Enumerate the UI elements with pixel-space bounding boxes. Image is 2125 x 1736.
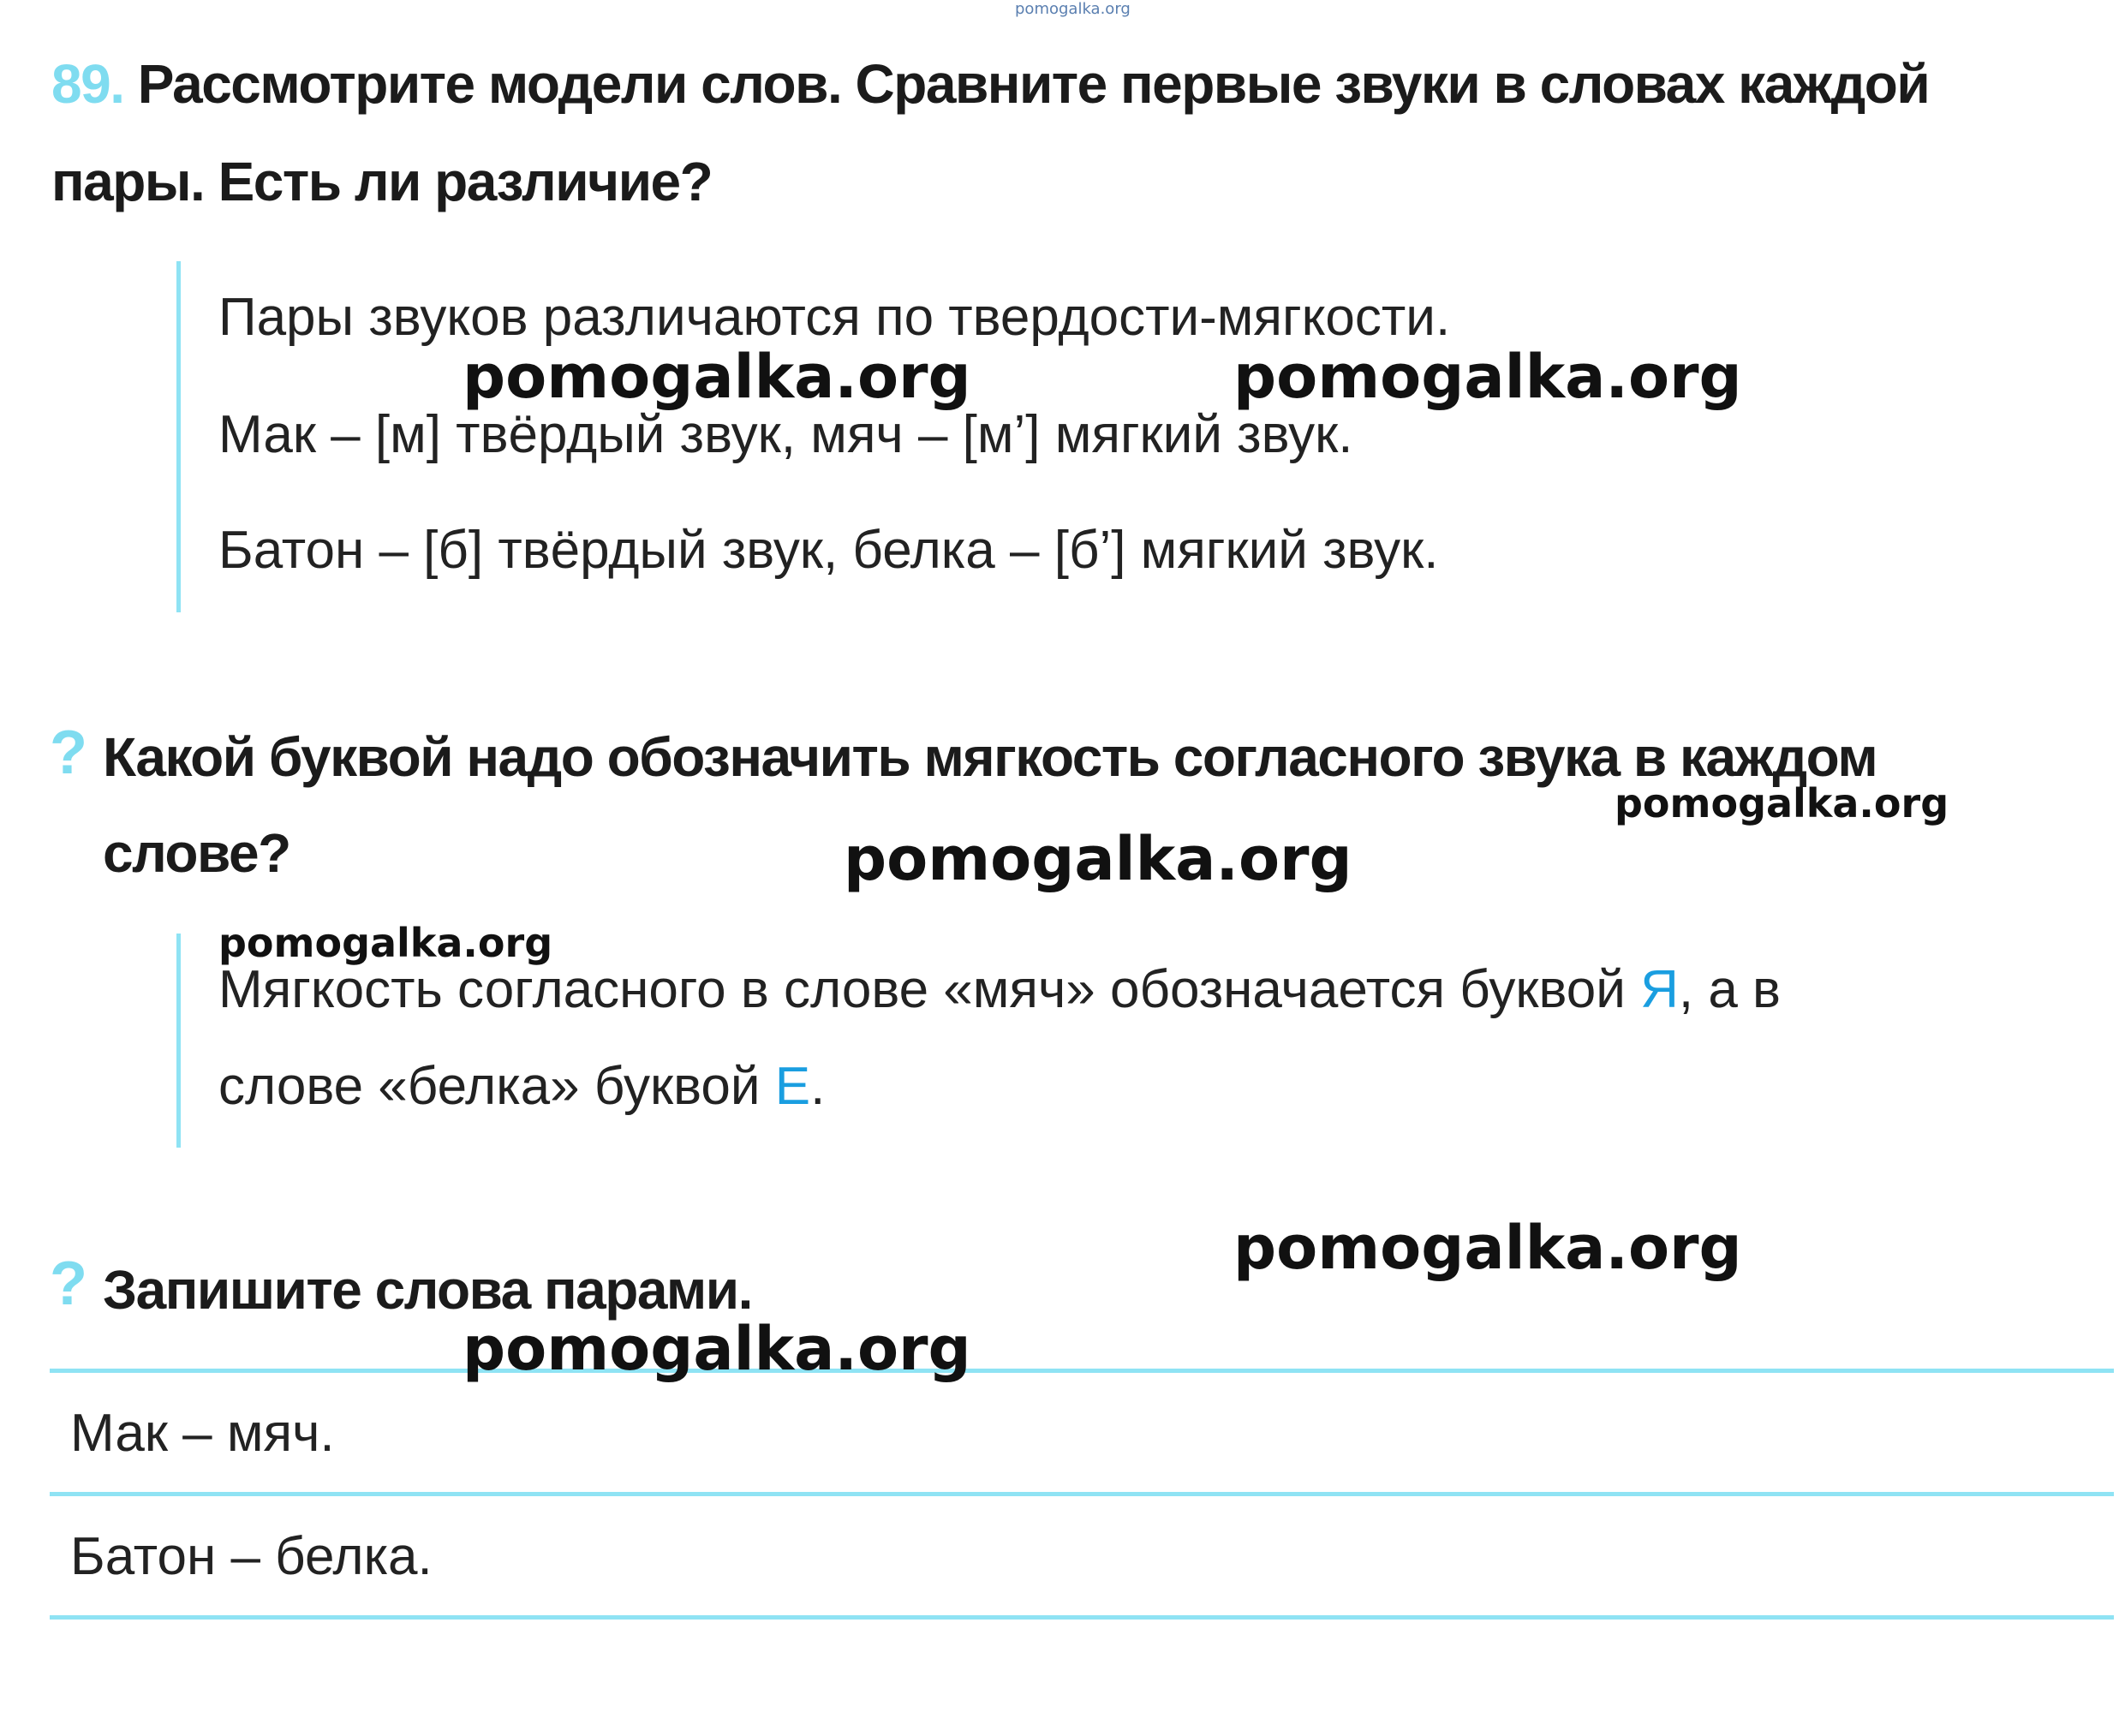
answer1-line3: Батон – [б] твёрдый звук, белка – [б’] мягкий звук.: [218, 521, 1439, 580]
answer2-line1: [218, 960, 1781, 1019]
task-text-line1: Рассмотрите модели слов. Сравните первые звуки в словах каждой: [137, 53, 1930, 115]
pair-row: Мак – мяч.: [70, 1404, 335, 1463]
answer-block-bar: [176, 934, 181, 1148]
answer2-line2: [218, 1057, 826, 1116]
watermark: pomogalka.org: [218, 920, 553, 966]
answer2-text: слове «белка» буквой: [218, 1057, 775, 1116]
task-text-line2: пары. Есть ли различие?: [51, 151, 713, 212]
watermark: pomogalka.org: [844, 824, 1352, 894]
answer1-line1: Пары звуков различаются по твердости-мягкости.: [218, 288, 1451, 347]
answer2-text: , а в: [1678, 960, 1781, 1019]
watermark: pomogalka.org: [463, 1314, 971, 1384]
task-heading-line1: [51, 53, 1930, 115]
question-icon: ?: [50, 1250, 87, 1318]
answer2-text: Мягкость согласного в слове «мяч» обозначается буквой: [218, 960, 1641, 1019]
question2-line1: Какой буквой надо обозначить мягкость согласного звука в каждом: [103, 726, 1877, 788]
watermark: pomogalka.org: [1233, 342, 1742, 412]
pair-row: Батон – белка.: [70, 1527, 433, 1586]
top-watermark: pomogalka.org: [1015, 0, 1131, 18]
answer-block-bar: [176, 261, 181, 612]
answer2-text: .: [810, 1057, 826, 1116]
question-icon: ?: [50, 719, 87, 787]
highlight-letter: Е: [774, 1057, 811, 1116]
question3-text: Запишите слова парами.: [103, 1259, 752, 1321]
task-number: 89.: [51, 53, 124, 115]
question2-line2: слове?: [103, 822, 290, 884]
row-divider: [50, 1615, 2114, 1620]
row-divider: [50, 1369, 2114, 1373]
row-divider: [50, 1492, 2114, 1496]
highlight-letter: Я: [1640, 960, 1679, 1019]
answer1-line2: Мак – [м] твёрдый звук, мяч – [м’] мягкий звук.: [218, 405, 1353, 464]
watermark: pomogalka.org: [463, 342, 971, 412]
watermark: pomogalka.org: [1615, 780, 1949, 826]
watermark: pomogalka.org: [1233, 1213, 1742, 1283]
